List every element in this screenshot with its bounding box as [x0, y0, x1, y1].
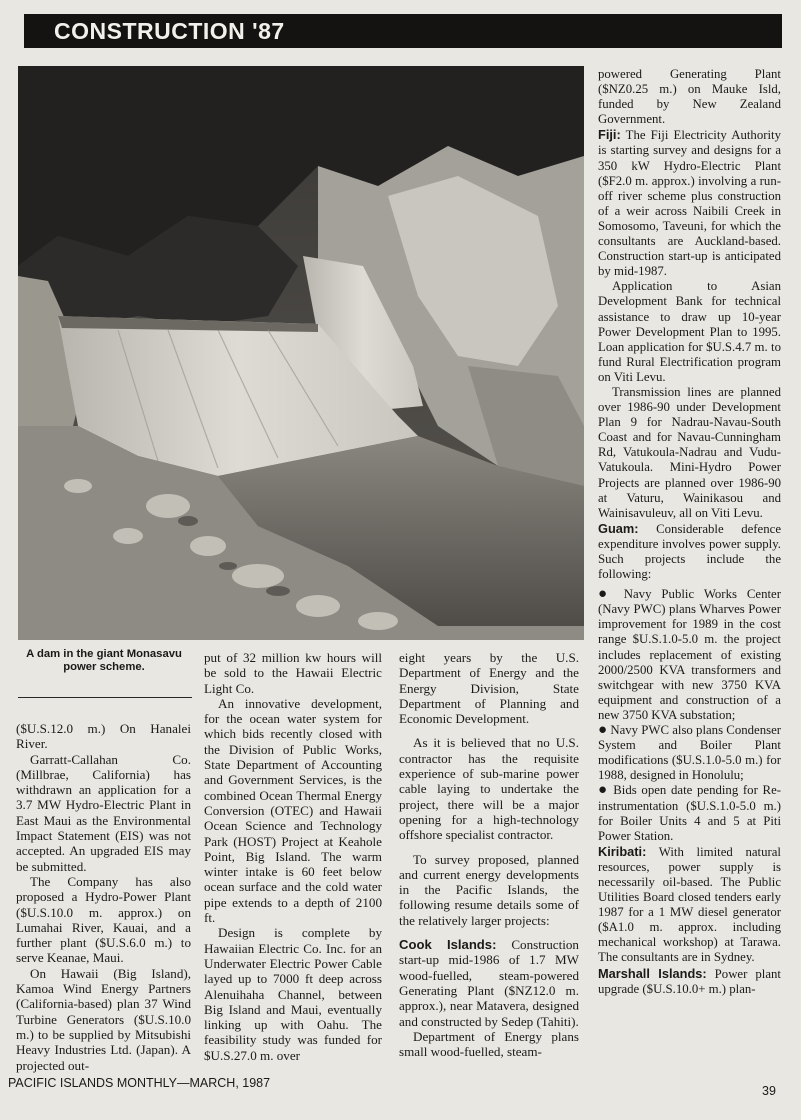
paragraph: ($U.S.12.0 m.) On Hanalei River. [16, 721, 191, 752]
banner-title: CONSTRUCTION '87 [54, 18, 285, 44]
heading-fiji: Fiji: [598, 127, 621, 143]
paragraph-guam: Guam: Considerable defence expenditure involves power supply. Such projects include the following: [598, 520, 781, 582]
paragraph: Design is complete by Hawaiian Electric Co. Inc. for an Underwater Electric Power Cable layed up to 7000 ft deep across Alenuihaha Channel, between Big Island and Maui, eventually linking up with Oahu. The feasibility study was funded for $U.S.27.0 m. over [204, 925, 382, 1063]
paragraph: As it is believed that no U.S. contractor has the requisite experience of sub-marine power cable laying to undertake the project, there will be a major opening for a high-technology offshore specialist contractor. [399, 735, 579, 843]
section-banner [24, 14, 782, 48]
photo-caption: A dam in the giant Monasavu power scheme. [26, 648, 182, 673]
paragraph: put of 32 million kw hours will be sold to the Hawaii Electric Light Co. [204, 650, 382, 696]
page-number: 39 [762, 1084, 776, 1098]
column-3 [399, 650, 579, 1059]
paragraph: An innovative development, for the ocean water system for which bids recently closed with the Division of Public Works, State Department of Accounting and Government Services, is the combined Ocean Thermal Energy Conversion (OTEC) and Hawaii Ocean Science and Technology Park (HOST) Project at Keahole Point, Big Island. The warm winter intake is 60 feet below ocean surface and the cold water pipe extends to a depth of 2100 ft. [204, 695, 382, 926]
heading-marshall-islands: Marshall Islands: [598, 965, 707, 981]
paragraph: Garratt-Callahan Co. (Millbrae, California) has withdrawn an application for a 3.7 MW Hydro-Electric Plant in East Maui as the Environmental Impact Statement (EIS) was not accepted. An upgraded EIS may be submitted. [16, 751, 191, 874]
publication-footer: PACIFIC ISLANDS MONTHLY—MARCH, 1987 [8, 1076, 271, 1090]
bullet-item: ● Bids open date pending for Re-instrumentation ($U.S.1.0-5.0 m.) for Boiler Units 4 and 5 at Piti Power Station. [598, 782, 782, 843]
caption-rule [18, 697, 192, 698]
column-2 [204, 650, 382, 1063]
paragraph: Application to Asian Development Bank for technical assistance to draw up 10-year Power Development Plan to 1995. Loan application for $U.S.4.7 m. to fund Rural Electrification program on Viti Levu. [598, 279, 781, 384]
heading-guam: Guam: [598, 520, 639, 536]
column-1 [16, 721, 191, 1073]
paragraph-fiji: Fiji: The Fiji Electricity Authority is starting survey and designs for a 350 kW Hydro-Electric Plant ($F2.0 m. approx.) involving a run-off river scheme plus construction of a weir across Naibili Creek in Somosomo, Taveuni, for which the consultants are Auckland-based. Construction start-up is anticipated by mid-1987. [598, 127, 781, 279]
paragraph: Transmission lines are planned over 1986-90 under Development Plan 9 for Nadrau-Navau-South Coast and for Navau-Cunningham Rd, Vatukoula-Nadrau and Vudu-Vatukoula. Mini-Hydro Power Projects are planned over 1986-90 at Vaturu, Wainikasou and Wainisavuleuv, all on Viti Levu. [598, 384, 781, 520]
paragraph-marshall-islands: Marshall Islands: Power plant upgrade ($U.S.10.0+ m.) plan- [598, 965, 781, 996]
heading-cook-islands: Cook Islands: [399, 937, 497, 953]
paragraph: eight years by the U.S. Department of Energy and the Energy Division, State Department of Planning and Economic Development. [399, 650, 579, 727]
paragraph: The Company has also proposed a Hydro-Power Plant ($U.S.10.0 m. approx.) on Lumahai River, Kauai, and a further plant ($U.S.6.0 m.) to serve Keanae, Maui. [16, 873, 191, 966]
paragraph: To survey proposed, planned and current energy developments in the Pacific Islands, the following resume details some of the relatively larger projects: [399, 851, 579, 928]
dam-photo [18, 66, 584, 640]
bullet-icon: ● [598, 586, 614, 603]
paragraph: powered Generating Plant ($NZ0.25 m.) on Mauke Isld, funded by New Zealand Government. [598, 67, 781, 127]
bullet-icon: ● [598, 782, 609, 799]
bullet-item: ● Navy Public Works Center (Navy PWC) plans Wharves Power improvement for 1989 in the cost range $U.S.1.0-5.0 m. the project includes replacement of existing 2000/2500 KVA transformers and switchgear with new 3750 KVA equipment and construction of a new 3750 KVA substation; [598, 586, 781, 722]
paragraph-kiribati: Kiribati: With limited natural resources, power supply is necessarily oil-based. The Public Utilities Board closed tenders early 1987 for a 1 MW diesel generator ($A1.0 m. approx. including mechanical workshop) at Tarawa. The consultants are in Sydney. [598, 843, 781, 965]
bullet-icon: ● [598, 722, 608, 739]
bullet-item: ● Navy PWC also plans Condenser System and Boiler Plant modifications ($U.S.1.0-5.0 m.) for 1988, designed in Honolulu; [598, 722, 782, 783]
paragraph-cook-islands: Cook Islands: Construction start-up mid-1986 of 1.7 MW wood-fuelled, steam-powered Generating Plant ($NZ12.0 m. approx.), near Matavera, designed and constructed by Sedep (Tahiti). [399, 937, 579, 1029]
column-4 [598, 67, 781, 997]
paragraph: Department of Energy plans small wood-fuelled, steam- [399, 1028, 579, 1060]
heading-kiribati: Kiribati: [598, 843, 647, 859]
paragraph: On Hawaii (Big Island), Kamoa Wind Energy Partners (California-based) plan 37 Wind Turbine Generators ($U.S.10.0 m.) to be supplied by Mitsubishi Heavy Industries Ltd. (Japan). A projected out- [16, 965, 191, 1073]
